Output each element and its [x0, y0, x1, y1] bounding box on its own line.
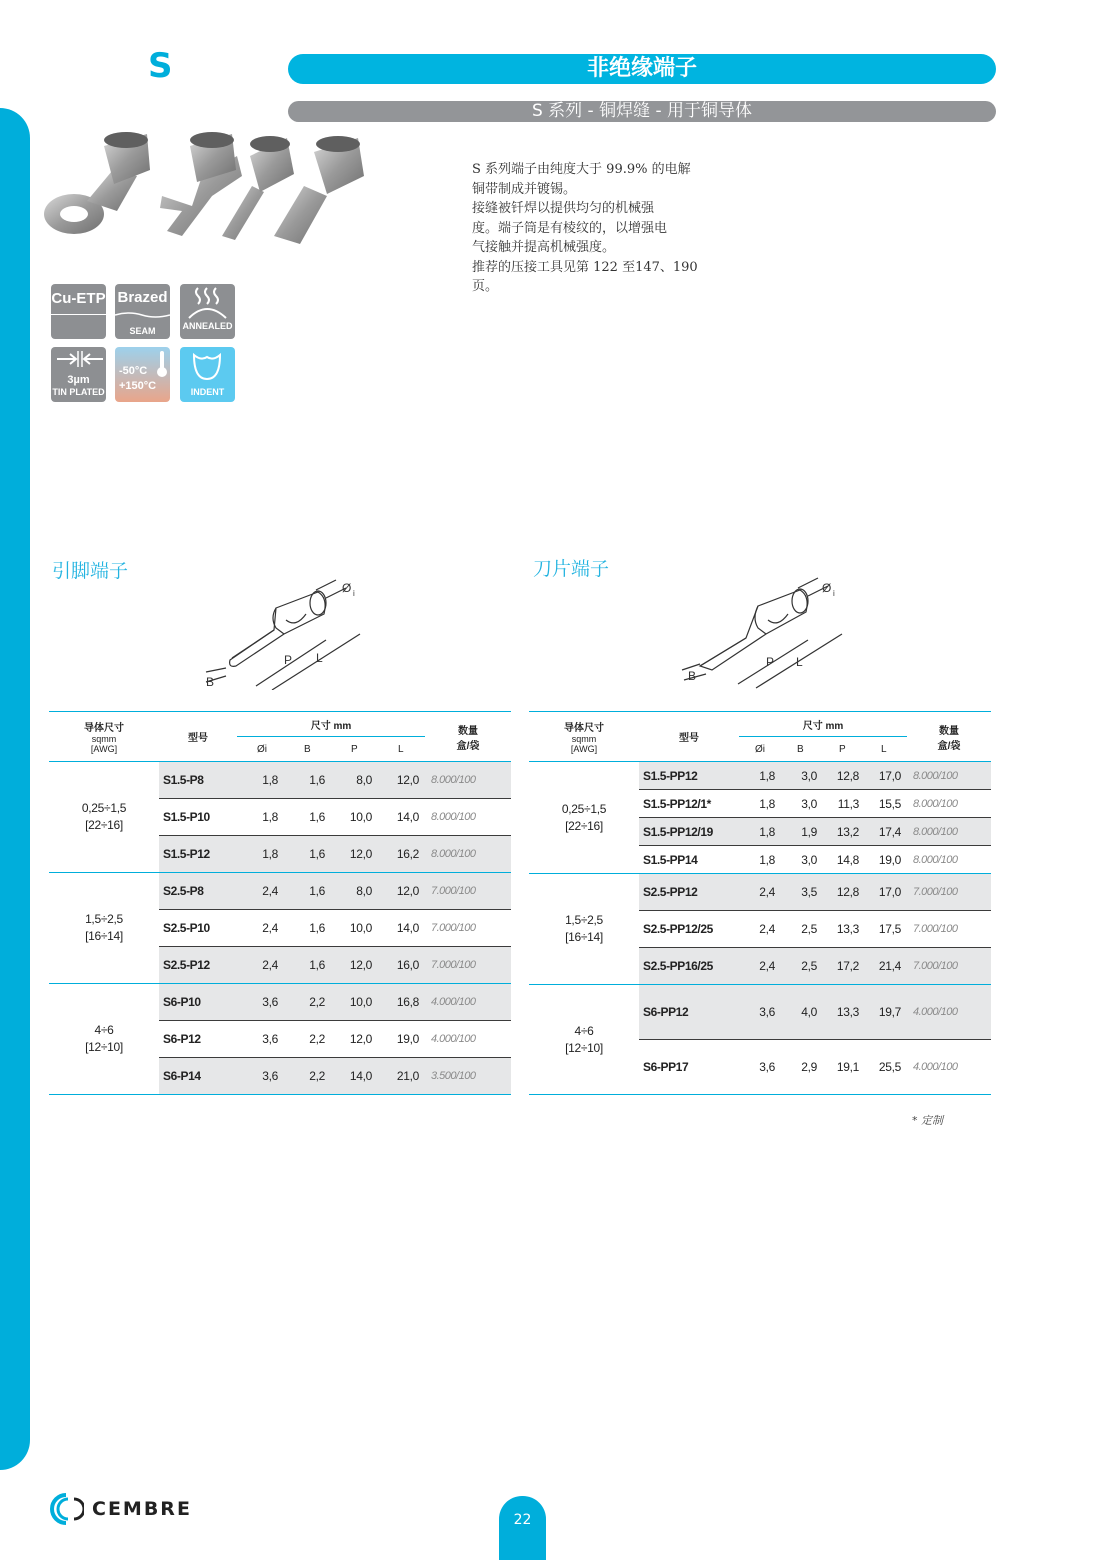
thickness-arrows-icon: [51, 347, 106, 369]
di-label: Ø: [342, 581, 352, 595]
dimension-di: 2,4: [237, 947, 284, 984]
di-label: Ø: [822, 581, 832, 595]
temp-low-label: -50°C: [119, 365, 148, 377]
header-section: [529, 712, 639, 762]
quantity-cell: 4.000/100: [425, 1021, 511, 1058]
conductor-section-cell: [529, 874, 639, 985]
dimension-di: 1,8: [739, 818, 781, 846]
dimension-p: 12,0: [331, 836, 378, 873]
header-b: B: [781, 737, 823, 762]
l-label: L: [796, 655, 803, 669]
dimension-p: 12,0: [331, 947, 378, 984]
cu-etp-label: Cu-ETP: [51, 290, 106, 307]
quantity-cell: 7.000/100: [425, 910, 511, 947]
page-number: 22: [499, 1496, 546, 1560]
product-photo: [42, 126, 372, 256]
dimension-p: 13,2: [823, 818, 865, 846]
dimension-di: 3,6: [739, 1040, 781, 1095]
b-label: B: [206, 675, 215, 689]
dimension-p: 17,2: [823, 948, 865, 985]
p-label: P: [284, 653, 293, 667]
section-awg: [16÷14]: [85, 929, 123, 943]
dimension-di: 2,4: [739, 874, 781, 911]
section-awg: [22÷16]: [85, 818, 123, 832]
header-type: 型号: [639, 712, 739, 762]
quantity-cell: 8.000/100: [907, 762, 991, 790]
dimension-b: 2,5: [781, 948, 823, 985]
product-code: S6-P14: [159, 1058, 237, 1095]
dimension-p: 11,3: [823, 790, 865, 818]
quantity-cell: 4.000/100: [907, 1040, 991, 1095]
header-dims: 尺寸 mm: [739, 712, 907, 737]
quantity-cell: 4.000/100: [907, 985, 991, 1040]
table-row: [529, 762, 991, 790]
p-label: P: [766, 655, 775, 669]
header-qty-label: 数量: [458, 725, 478, 737]
product-code: S2.5-PP16/25: [639, 948, 739, 985]
dimension-b: 3,0: [781, 846, 823, 874]
table-row: [49, 762, 511, 799]
dimension-b: 1,9: [781, 818, 823, 846]
product-code: S6-P10: [159, 984, 237, 1021]
header-b: B: [284, 737, 331, 762]
product-code: S2.5-P8: [159, 873, 237, 910]
dimension-l: 21,4: [865, 948, 907, 985]
dimension-b: 1,6: [284, 762, 331, 799]
indent-badge: [180, 347, 235, 402]
quantity-cell: 8.000/100: [907, 790, 991, 818]
blade-terminal-diagram: [676, 576, 856, 690]
dimension-b: 1,6: [284, 910, 331, 947]
dimension-di: 2,4: [237, 873, 284, 910]
pin-terminal-table: [49, 711, 511, 1095]
dimension-l: 16,0: [378, 947, 425, 984]
dimension-di: 1,8: [739, 790, 781, 818]
description-line: 气接触并提高机械强度。: [472, 240, 616, 255]
dimension-p: 13,3: [823, 911, 865, 948]
quantity-cell: 3.500/100: [425, 1058, 511, 1095]
pin-terminal-diagram: [196, 578, 376, 690]
seam-wave-icon: [115, 311, 170, 319]
dimension-l: 12,0: [378, 873, 425, 910]
table-row: [529, 874, 991, 911]
header-di: Øi: [237, 737, 284, 762]
page-title: 非绝缘端子: [288, 54, 996, 84]
dimension-di: 3,6: [237, 1058, 284, 1095]
dimension-l: 19,7: [865, 985, 907, 1040]
brazed-label: Brazed: [117, 289, 168, 306]
section-range: 4÷6: [574, 1023, 594, 1038]
page-subtitle: S 系列 - 铜焊缝 - 用于铜导体: [288, 101, 996, 122]
header-l: L: [378, 737, 425, 762]
dimension-di: 1,8: [237, 799, 284, 836]
dimension-l: 17,0: [865, 874, 907, 911]
brazed-seam-badge: [115, 284, 170, 339]
section-range: 0,25÷1,5: [81, 801, 127, 815]
dimension-l: 14,0: [378, 910, 425, 947]
dimension-di: 1,8: [237, 762, 284, 799]
product-code: S1.5-PP12/1*: [639, 790, 739, 818]
blade-section-title: 刀片端子: [533, 558, 610, 580]
conductor-section-cell: [529, 985, 639, 1095]
dimension-di: 1,8: [739, 762, 781, 790]
di-sub-label: i: [353, 589, 355, 598]
dimension-p: 10,0: [331, 984, 378, 1021]
quantity-cell: 4.000/100: [425, 984, 511, 1021]
cu-etp-badge: [51, 284, 106, 339]
table-row: [49, 984, 511, 1021]
annealed-label: ANNEALED: [182, 321, 233, 331]
header-qty: [425, 712, 511, 762]
tin-plated-label: TIN PLATED: [52, 387, 105, 397]
description-line: 接缝被钎焊以提供均匀的机械强: [472, 201, 655, 216]
dimension-l: 17,0: [865, 762, 907, 790]
header-section: [49, 712, 159, 762]
product-code: S2.5-PP12/25: [639, 911, 739, 948]
quantity-cell: 7.000/100: [907, 874, 991, 911]
dimension-di: 2,4: [739, 948, 781, 985]
dimension-p: 14,0: [331, 1058, 378, 1095]
dimension-b: 1,6: [284, 836, 331, 873]
dimension-l: 16,8: [378, 984, 425, 1021]
di-sub-label: i: [833, 589, 835, 598]
header-p: P: [331, 737, 378, 762]
quantity-cell: 8.000/100: [425, 836, 511, 873]
dimension-p: 19,1: [823, 1040, 865, 1095]
conductor-section-cell: [49, 762, 159, 873]
product-code: S6-PP12: [639, 985, 739, 1040]
dimension-b: 2,2: [284, 1058, 331, 1095]
dimension-l: 19,0: [865, 846, 907, 874]
description-line: 页。: [472, 279, 499, 294]
quantity-cell: 7.000/100: [425, 947, 511, 984]
dimension-l: 15,5: [865, 790, 907, 818]
product-code: S6-PP17: [639, 1040, 739, 1095]
dimension-b: 2,2: [284, 1021, 331, 1058]
indent-icon: [180, 347, 235, 385]
dimension-p: 10,0: [331, 910, 378, 947]
description: [472, 160, 702, 297]
header-di: Øi: [739, 737, 781, 762]
dimension-b: 3,5: [781, 874, 823, 911]
dimension-b: 1,6: [284, 873, 331, 910]
dimension-l: 17,4: [865, 818, 907, 846]
dimension-p: 10,0: [331, 799, 378, 836]
annealed-badge: [180, 284, 235, 339]
dimension-p: 14,8: [823, 846, 865, 874]
dimension-l: 19,0: [378, 1021, 425, 1058]
b-label: B: [688, 669, 697, 683]
dimension-l: 17,5: [865, 911, 907, 948]
header-section-awg: [AWG]: [90, 744, 118, 754]
quantity-cell: 8.000/100: [425, 762, 511, 799]
header-section-awg: [AWG]: [570, 744, 598, 754]
quantity-cell: 8.000/100: [907, 846, 991, 874]
dimension-di: 3,6: [237, 1021, 284, 1058]
section-range: 1,5÷2,5: [85, 912, 123, 926]
quantity-cell: 7.000/100: [907, 948, 991, 985]
quantity-cell: 8.000/100: [425, 799, 511, 836]
dimension-l: 12,0: [378, 762, 425, 799]
dimension-b: 1,6: [284, 947, 331, 984]
side-accent-bar: [0, 108, 30, 1470]
dimension-b: 2,2: [284, 984, 331, 1021]
conductor-section-cell: [529, 762, 639, 874]
seam-label: SEAM: [129, 326, 156, 336]
dimension-b: 2,9: [781, 1040, 823, 1095]
dimension-l: 25,5: [865, 1040, 907, 1095]
section-range: 0,25÷1,5: [561, 801, 607, 816]
temperature-badge: [115, 347, 170, 402]
description-line: 推荐的压接工具见第 122 至147、190: [472, 259, 698, 275]
dimension-di: 3,6: [739, 985, 781, 1040]
tin-plated-badge: [51, 347, 106, 402]
footnote: * 定制: [912, 1114, 943, 1127]
dimension-p: 12,0: [331, 1021, 378, 1058]
product-code: S1.5-PP12: [639, 762, 739, 790]
description-line: S 系列端子由纯度大于 99.9% 的电解: [472, 162, 691, 177]
table-row: [49, 873, 511, 910]
description-line: 铜带制成并镀锡。: [472, 181, 577, 197]
product-code: S6-P12: [159, 1021, 237, 1058]
conductor-section-cell: [49, 873, 159, 984]
header-qty-label: 数量: [939, 725, 959, 737]
section-range: 4÷6: [94, 1023, 114, 1037]
header-section-label: 导体尺寸: [84, 723, 124, 734]
l-label: L: [316, 651, 323, 665]
table-row: [529, 985, 991, 1040]
dimension-b: 4,0: [781, 985, 823, 1040]
product-code: S2.5-P12: [159, 947, 237, 984]
header-type: 型号: [159, 712, 237, 762]
header-p: P: [823, 737, 865, 762]
section-range: 1,5÷2,5: [565, 913, 603, 927]
dimension-di: 2,4: [237, 910, 284, 947]
pin-section-title: 引脚端子: [52, 560, 129, 582]
section-awg: [22÷16]: [565, 818, 603, 833]
product-code: S1.5-P8: [159, 762, 237, 799]
dimension-p: 8,0: [331, 873, 378, 910]
blade-terminal-table: [529, 711, 991, 1095]
brand-name: CEMBRE: [92, 1498, 192, 1520]
section-awg: [16÷14]: [565, 930, 603, 944]
header-qty-unit: 盒/袋: [456, 740, 480, 752]
header-qty-unit: 盒/袋: [937, 740, 961, 752]
quantity-cell: 8.000/100: [907, 818, 991, 846]
description-line: 度。端子筒是有棱纹的，以增强电: [472, 220, 668, 236]
product-code: S1.5-PP14: [639, 846, 739, 874]
thermometer-icon: [156, 349, 168, 379]
header-l: L: [865, 737, 907, 762]
cembre-logo-icon: [50, 1493, 84, 1525]
quantity-cell: 7.000/100: [425, 873, 511, 910]
section-awg: [12÷10]: [85, 1040, 123, 1054]
dimension-b: 3,0: [781, 790, 823, 818]
dimension-p: 12,8: [823, 762, 865, 790]
dimension-di: 1,8: [739, 846, 781, 874]
product-code: S1.5-P12: [159, 836, 237, 873]
dimension-b: 1,6: [284, 799, 331, 836]
header-section-label: 导体尺寸: [564, 723, 604, 734]
dimension-p: 8,0: [331, 762, 378, 799]
dimension-l: 21,0: [378, 1058, 425, 1095]
header-section-unit: sqmm: [91, 734, 117, 744]
product-code: S2.5-P10: [159, 910, 237, 947]
dimension-l: 14,0: [378, 799, 425, 836]
series-letter: S: [148, 46, 173, 86]
dimension-di: 1,8: [237, 836, 284, 873]
conductor-section-cell: [49, 984, 159, 1095]
header-section-unit: sqmm: [571, 734, 597, 744]
product-code: S2.5-PP12: [639, 874, 739, 911]
product-code: S1.5-P10: [159, 799, 237, 836]
thickness-label: 3µm: [67, 374, 90, 386]
dimension-b: 3,0: [781, 762, 823, 790]
header-dims: 尺寸 mm: [237, 712, 425, 737]
quantity-cell: 7.000/100: [907, 911, 991, 948]
header-qty: [907, 712, 991, 762]
dimension-di: 3,6: [237, 984, 284, 1021]
heat-icon: [180, 284, 235, 320]
product-code: S1.5-PP12/19: [639, 818, 739, 846]
dimension-p: 13,3: [823, 985, 865, 1040]
dimension-p: 12,8: [823, 874, 865, 911]
section-awg: [12÷10]: [565, 1040, 603, 1055]
cembre-logo: [50, 1494, 192, 1524]
dimension-l: 16,2: [378, 836, 425, 873]
indent-label: INDENT: [190, 387, 225, 397]
dimension-b: 2,5: [781, 911, 823, 948]
temp-high-label: +150°C: [119, 380, 157, 392]
dimension-di: 2,4: [739, 911, 781, 948]
